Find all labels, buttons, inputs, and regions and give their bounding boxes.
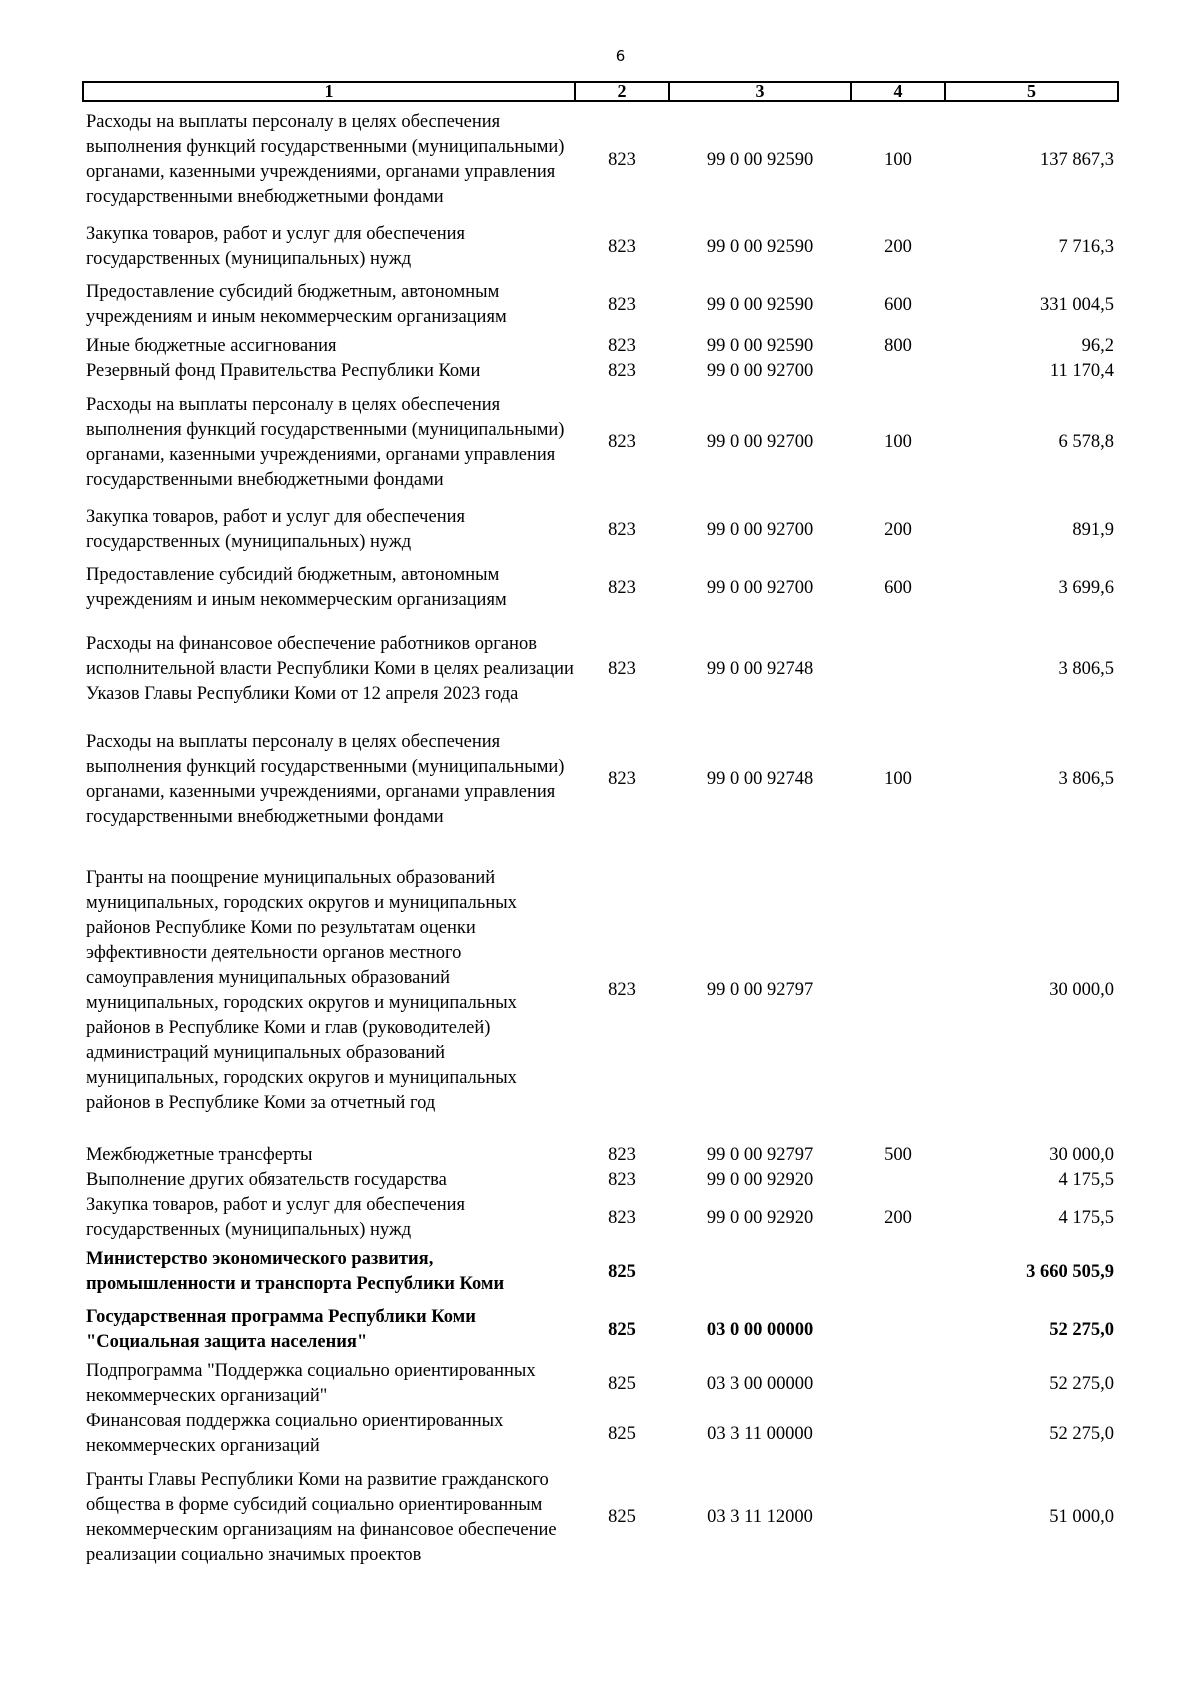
row-csr-code: 03 3 00 00000 <box>706 1373 814 1394</box>
table-row <box>83 276 1118 334</box>
row-name: Предоставление субсидий бюджетным, автономным учреждениям и иным некоммерческим организациям <box>86 282 507 327</box>
row-amount: 52 275,0 <box>1049 1423 1114 1444</box>
row-csr-code: 03 3 11 12000 <box>707 1507 813 1527</box>
row-name: Закупка товаров, работ и услуг для обеспечения государственных (муниципальных) нужд <box>86 1195 466 1240</box>
table-row <box>83 1168 1118 1193</box>
row-name: Расходы на выплаты персоналу в целях обеспечения выполнения функций государственными (муниципальными) органами, казенными учреждениями, органами управления государственными внебюджетными фондами <box>86 112 565 207</box>
table-row <box>83 721 1118 838</box>
row-amount: 30 000,0 <box>1049 1145 1114 1165</box>
row-csr-code: 99 0 00 92920 <box>706 1207 814 1228</box>
row-ved-code: 823 <box>608 1207 636 1228</box>
row-ved-code: 823 <box>608 432 636 452</box>
row-ved-code: 823 <box>608 658 636 679</box>
table-row <box>83 1143 1118 1168</box>
row-name: Расходы на финансовое обеспечение работников органов исполнительной власти Республики Коми в целях реализации Указов Главы Республики Коми от 12 апреля 2023 года <box>86 633 574 704</box>
table-row <box>83 1409 1118 1459</box>
row-ved-code: 823 <box>608 769 636 789</box>
row-name: Межбюджетные трансферты <box>86 1145 313 1165</box>
header-row <box>83 82 1118 101</box>
table-row <box>83 1301 1118 1359</box>
row-name: Выполнение других обязательств государства <box>86 1170 447 1190</box>
row-vr-code <box>851 617 945 721</box>
row-vr-code <box>851 1409 945 1459</box>
header-col-1: 1 <box>83 82 575 101</box>
row-csr-code: 99 0 00 92590 <box>706 294 814 315</box>
row-ved-code: 823 <box>608 1170 636 1190</box>
row-vr-code <box>851 1168 945 1193</box>
row-ved-code: 825 <box>608 1319 636 1340</box>
table-row <box>83 838 1118 1143</box>
header-col-2: 2 <box>575 82 669 101</box>
row-vr-code <box>851 1301 945 1359</box>
row-amount: 11 170,4 <box>1049 361 1114 381</box>
row-csr-code: 99 0 00 92590 <box>706 149 814 170</box>
row-name: Расходы на выплаты персоналу в целях обеспечения выполнения функций государственными (муниципальными) органами, казенными учреждениями, органами управления государственными внебюджетными фондами <box>86 731 565 827</box>
row-vr-code: 200 <box>884 1207 912 1228</box>
row-name: Предоставление субсидий бюджетным, автономным учреждениям и иным некоммерческим организациям <box>86 565 507 610</box>
table-row <box>83 101 1118 218</box>
row-csr-code: 99 0 00 92700 <box>706 577 814 598</box>
row-amount: 3 806,5 <box>1058 658 1114 679</box>
row-name: Гранты Главы Республики Коми на развитие гражданского общества в форме субсидий социально ориентированным некоммерческим организациям на финансовое обеспечение реализации социально значимых проектов <box>86 1469 557 1565</box>
row-name: Подпрограмма "Поддержка социально ориентированных некоммерческих организаций" <box>86 1361 536 1406</box>
row-vr-code: 200 <box>884 236 912 257</box>
table-row <box>83 334 1118 359</box>
row-amount: 4 175,5 <box>1058 1207 1114 1228</box>
row-vr-code <box>851 1459 945 1576</box>
row-vr-code <box>851 359 945 384</box>
row-amount: 4 175,5 <box>1058 1170 1114 1190</box>
header-col-3: 3 <box>669 82 851 101</box>
row-amount: 3 699,6 <box>1058 577 1114 598</box>
row-amount: 52 275,0 <box>1049 1319 1114 1340</box>
table-row <box>83 218 1118 276</box>
table-row <box>83 559 1118 617</box>
row-amount: 52 275,0 <box>1049 1373 1114 1394</box>
row-name: Гранты на поощрение муниципальных образований муниципальных, городских округов и муниципальных районов Республике Коми по результатам оценки эффективности деятельности органов местного самоуправления муниципальных образований муниципальных, городских округов и муниципальных районов в Республике Коми и глав (руководителей) администраций муниципальных образований муниципальных, городских округов и муниципальных районов в Республике Коми за отчетный год <box>86 867 517 1113</box>
row-csr-code: 99 0 00 92590 <box>706 236 814 257</box>
header-col-5: 5 <box>945 82 1118 101</box>
row-vr-code: 100 <box>884 432 912 452</box>
row-csr-code: 99 0 00 92748 <box>706 769 814 789</box>
row-vr-code: 500 <box>884 1145 912 1165</box>
row-amount: 30 000,0 <box>1049 980 1114 1000</box>
row-name: Министерство экономического развития, промышленности и транспорта Республики Коми <box>86 1249 505 1294</box>
table-row <box>83 501 1118 559</box>
page-number: 6 <box>615 47 626 65</box>
table-row <box>83 384 1118 501</box>
row-amount: 3 660 505,9 <box>1026 1261 1114 1282</box>
row-ved-code: 823 <box>608 1145 636 1165</box>
row-name: Государственная программа Республики Коми "Социальная защита населения" <box>86 1307 476 1352</box>
row-name: Резервный фонд Правительства Республики Коми <box>86 361 481 381</box>
row-ved-code: 823 <box>608 980 636 1000</box>
row-ved-code: 823 <box>608 361 636 381</box>
row-csr-code: 03 3 11 00000 <box>707 1423 813 1444</box>
row-name: Закупка товаров, работ и услуг для обеспечения государственных (муниципальных) нужд <box>86 507 466 552</box>
row-csr-code: 99 0 00 92700 <box>706 519 814 540</box>
row-amount: 3 806,5 <box>1058 769 1114 789</box>
row-amount: 96,2 <box>1081 336 1114 356</box>
row-amount: 51 000,0 <box>1049 1507 1114 1527</box>
row-csr-code: 99 0 00 92700 <box>706 361 814 381</box>
row-vr-code: 800 <box>884 336 912 356</box>
header-col-4: 4 <box>851 82 945 101</box>
table-row <box>83 359 1118 384</box>
row-vr-code: 600 <box>884 294 912 315</box>
table-row <box>83 1359 1118 1409</box>
table-row <box>83 617 1118 721</box>
row-name: Иные бюджетные ассигнования <box>86 336 337 356</box>
row-amount: 6 578,8 <box>1058 432 1114 452</box>
row-amount: 891,9 <box>1072 519 1114 540</box>
table-row <box>83 1243 1118 1301</box>
table-body <box>83 101 1118 1576</box>
row-csr-code: 99 0 00 92797 <box>706 1145 814 1165</box>
row-ved-code: 823 <box>608 336 636 356</box>
row-name: Закупка товаров, работ и услуг для обеспечения государственных (муниципальных) нужд <box>86 224 466 269</box>
row-vr-code: 100 <box>884 769 912 789</box>
row-csr-code <box>669 1243 851 1301</box>
table-row <box>83 1193 1118 1243</box>
row-amount: 331 004,5 <box>1040 294 1114 315</box>
row-ved-code: 823 <box>608 236 636 257</box>
row-csr-code: 99 0 00 92700 <box>706 432 814 452</box>
row-csr-code: 99 0 00 92590 <box>706 336 814 356</box>
row-csr-code: 99 0 00 92797 <box>706 980 814 1000</box>
row-vr-code <box>851 1243 945 1301</box>
row-ved-code: 823 <box>608 577 636 598</box>
row-csr-code: 03 0 00 00000 <box>706 1319 814 1340</box>
table-row <box>83 1459 1118 1576</box>
row-ved-code: 823 <box>608 519 636 540</box>
row-ved-code: 825 <box>608 1507 636 1527</box>
row-amount: 137 867,3 <box>1040 149 1114 170</box>
row-ved-code: 825 <box>608 1423 636 1444</box>
row-csr-code: 99 0 00 92920 <box>706 1170 814 1190</box>
row-csr-code: 99 0 00 92748 <box>706 658 814 679</box>
row-vr-code: 200 <box>884 519 912 540</box>
row-name: Финансовая поддержка социально ориентированных некоммерческих организаций <box>86 1411 504 1456</box>
row-ved-code: 825 <box>608 1373 636 1394</box>
row-amount: 7 716,3 <box>1058 236 1114 257</box>
row-vr-code: 600 <box>884 577 912 598</box>
row-name: Расходы на выплаты персоналу в целях обеспечения выполнения функций государственными (муниципальными) органами, казенными учреждениями, органами управления государственными внебюджетными фондами <box>86 394 565 490</box>
row-ved-code: 825 <box>608 1261 636 1282</box>
row-ved-code: 823 <box>608 294 636 315</box>
budget-table <box>82 81 1119 1576</box>
row-vr-code <box>851 1359 945 1409</box>
row-vr-code: 100 <box>884 149 912 170</box>
row-vr-code <box>851 838 945 1143</box>
row-ved-code: 823 <box>608 149 636 170</box>
